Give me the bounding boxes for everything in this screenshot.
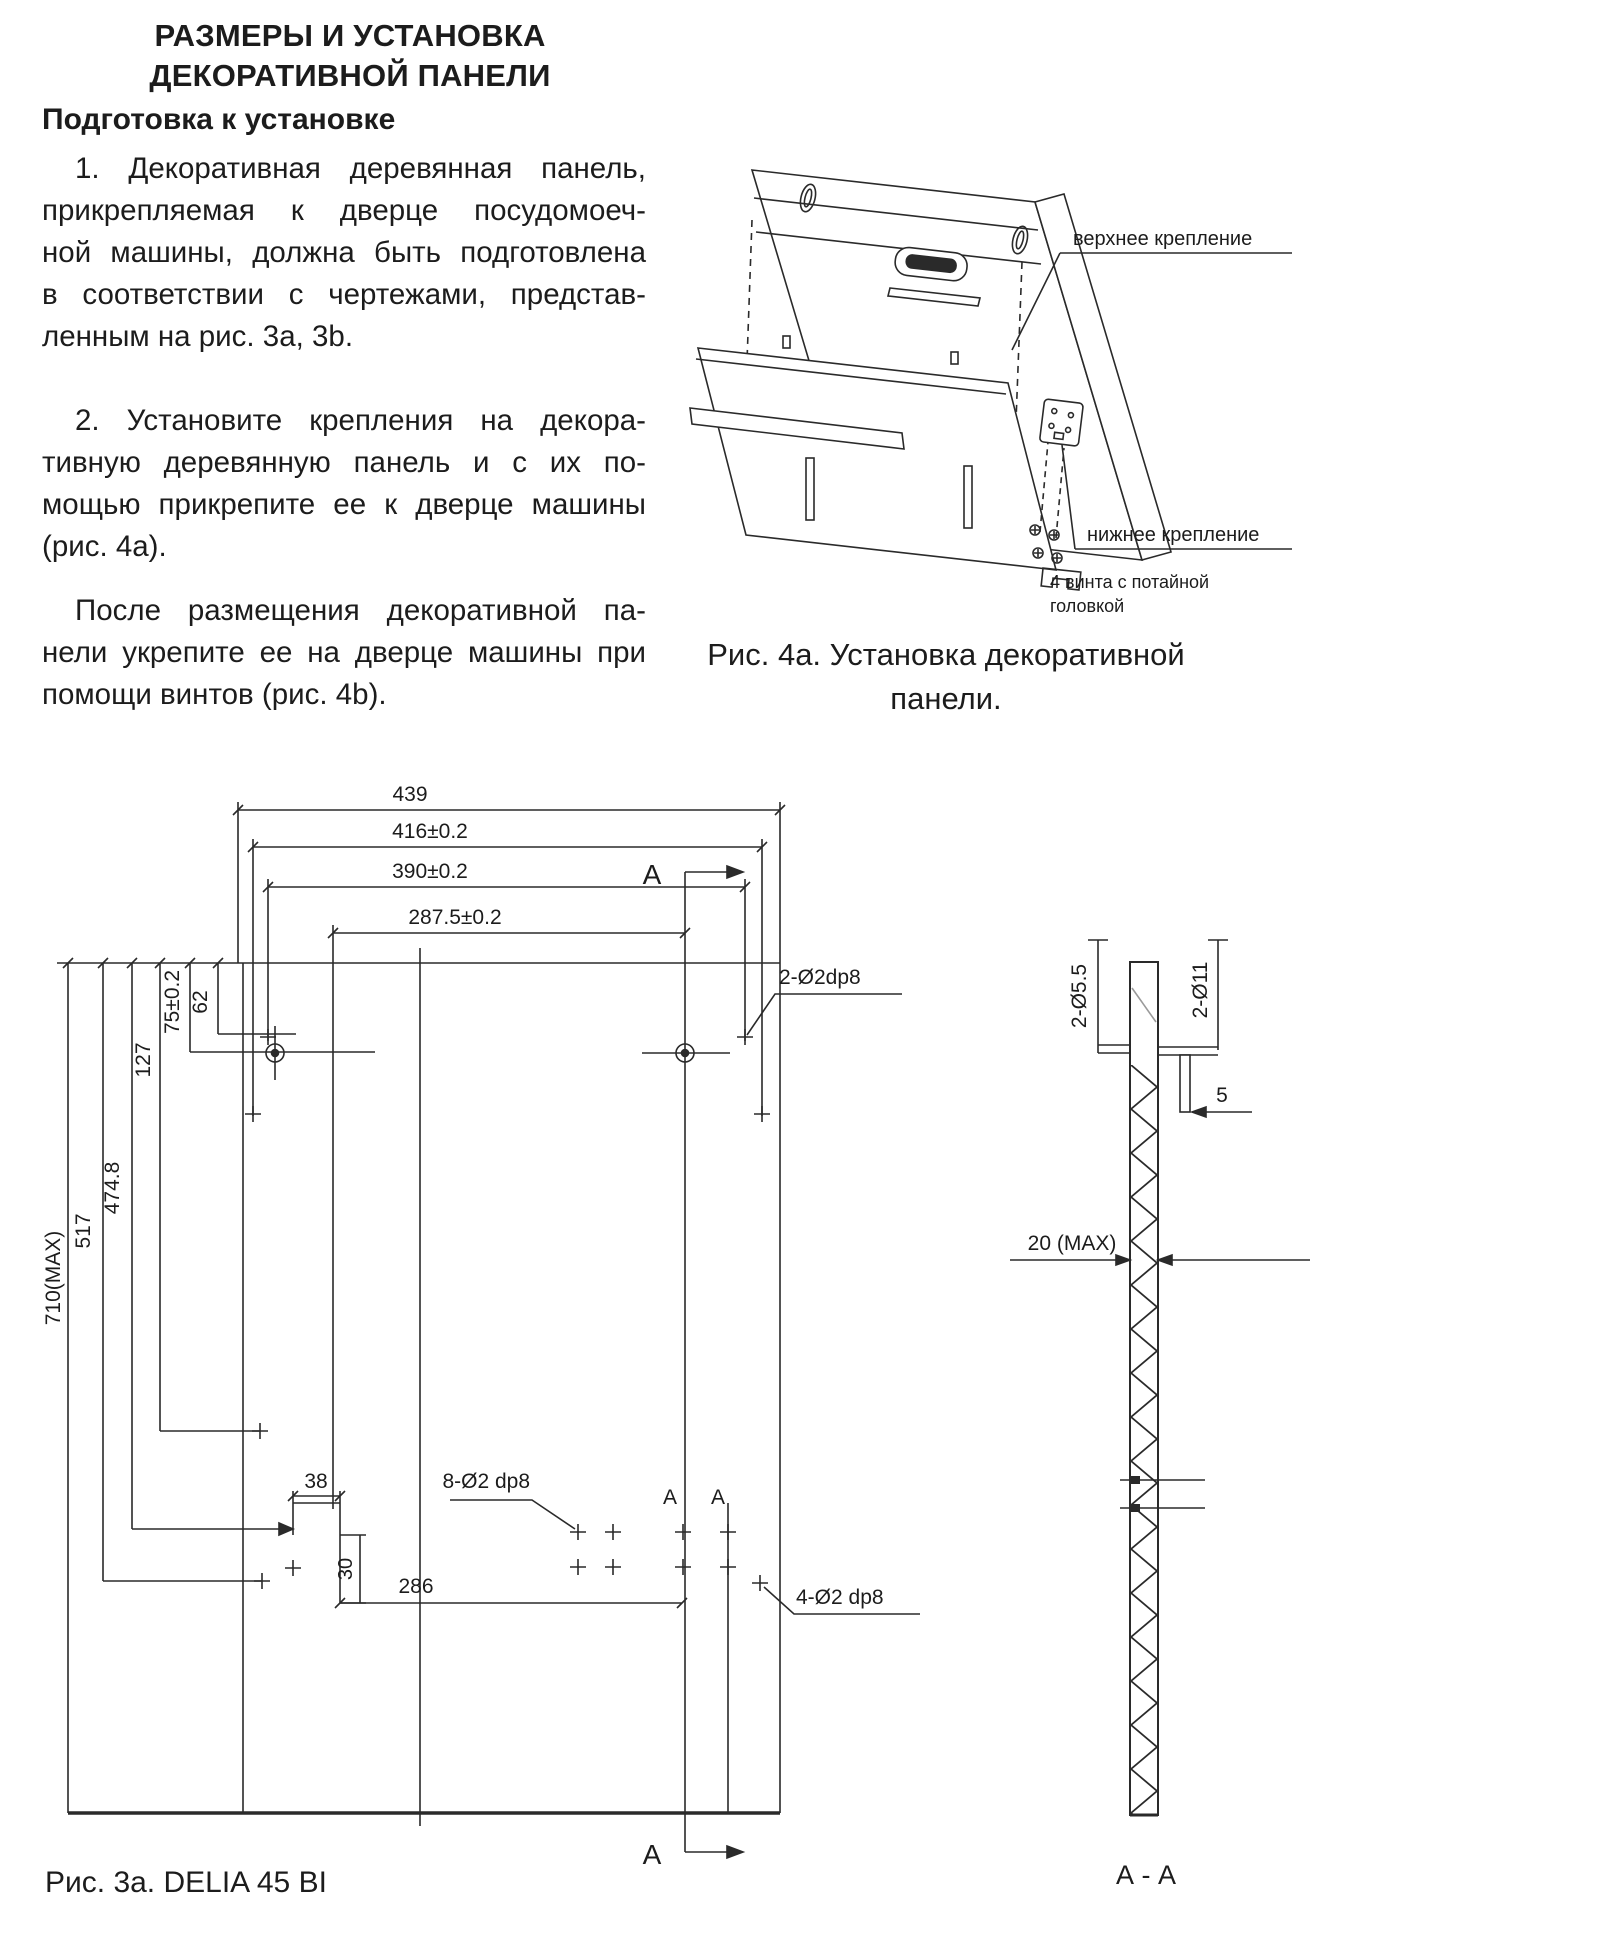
fig4a-illustration [690,140,1330,635]
fig4a-caption-line1: Рис. 4а. Установка декоративной [707,637,1185,672]
text-line: нели укрепите ее на дверце машины при [42,636,646,669]
screws-label-line1: 4 винта с потайной [1050,572,1210,592]
dim-474: 474.8 [101,1161,124,1215]
text-line: ной машины, должна быть подготовлена [42,236,646,269]
screws-label-line2: головкой [1050,596,1125,616]
top-dimensions [233,802,785,1509]
dim-390: 390±0.2 [392,860,468,883]
thickness-dimension [1010,1255,1310,1265]
text-line: помощи винтов (рис. 4b). [42,678,387,711]
section-letter-hole-left: A [662,1486,678,1509]
page-title-line2: ДЕКОРАТИВНОЙ ПАНЕЛИ [149,58,551,93]
dim-2xO11: 2-Ø11 [1189,961,1212,1019]
mounting-holes [266,1026,730,1080]
dim-75: 75±0.2 [161,969,184,1035]
dim-286: 286 [398,1575,434,1598]
panel-cross-section [1130,962,1158,1815]
text-line: в соответствии с чертежами, представ- [42,278,646,311]
dim-62: 62 [189,990,212,1014]
dim-710: 710(MAX) [42,1230,65,1326]
callout-8xO2: 8-Ø2 dp8 [442,1470,530,1493]
section-letter-bottom: A [642,1839,662,1870]
section-line [685,866,743,1858]
dim-20max: 20 (MAX) [1027,1232,1117,1255]
text-line: 1. Декоративная деревянная панель, [75,152,646,185]
panel-outline [57,802,780,1826]
fig3a-caption: Рис. 3а. DELIA 45 BI [45,1866,327,1899]
dim-287: 287.5±0.2 [408,906,502,929]
paragraph-2 [42,400,646,568]
callout-2xO2: 2-Ø2dp8 [779,966,861,989]
dim-30: 30 [335,1557,357,1581]
dim-38: 38 [304,1470,328,1493]
fig3a-drawing [30,630,884,1890]
section-heading: Подготовка к установке [42,103,396,136]
lower-mount-label: нижнее крепление [1087,524,1260,546]
text-line: прикрепляемая к дверце посудомоеч- [42,194,646,227]
text-line: 2. Установите крепления на декора- [75,404,646,437]
paragraph-1 [42,148,646,358]
fig4a-caption-line2: панели. [890,681,1002,716]
dim-416: 416±0.2 [392,820,468,843]
lower-mount-plate [1039,399,1083,446]
left-dimensions [63,958,375,1813]
text-line: тивную деревянную панель и с их по- [42,446,646,479]
text-line: ленным на рис. 3а, 3b. [42,320,354,353]
text-line: После размещения декоративной па- [75,594,646,627]
dim-2xO55: 2-Ø5.5 [1068,963,1091,1029]
section-letter-top: A [642,859,662,890]
dim-439: 439 [392,783,428,806]
section-aa-caption: А - А [1115,1860,1176,1890]
page-title [40,16,660,96]
upper-mount-label: верхнее крепление [1073,228,1253,250]
step-feature [288,1491,728,1813]
section-letter-hole-right: A [710,1486,726,1509]
text-line: мощью прикрепите ее к дверце машины [42,488,646,521]
dim-127: 127 [132,1042,155,1078]
page-title-line1: РАЗМЕРЫ И УСТАНОВКА [154,18,546,53]
dim-5: 5 [1216,1084,1228,1107]
text-line: (рис. 4а). [42,530,167,563]
dim-517: 517 [72,1213,95,1249]
drill-marks [245,1029,770,1591]
section-aa-view [1000,930,1330,1930]
callout-4xO2: 4-Ø2 dp8 [796,1586,884,1609]
